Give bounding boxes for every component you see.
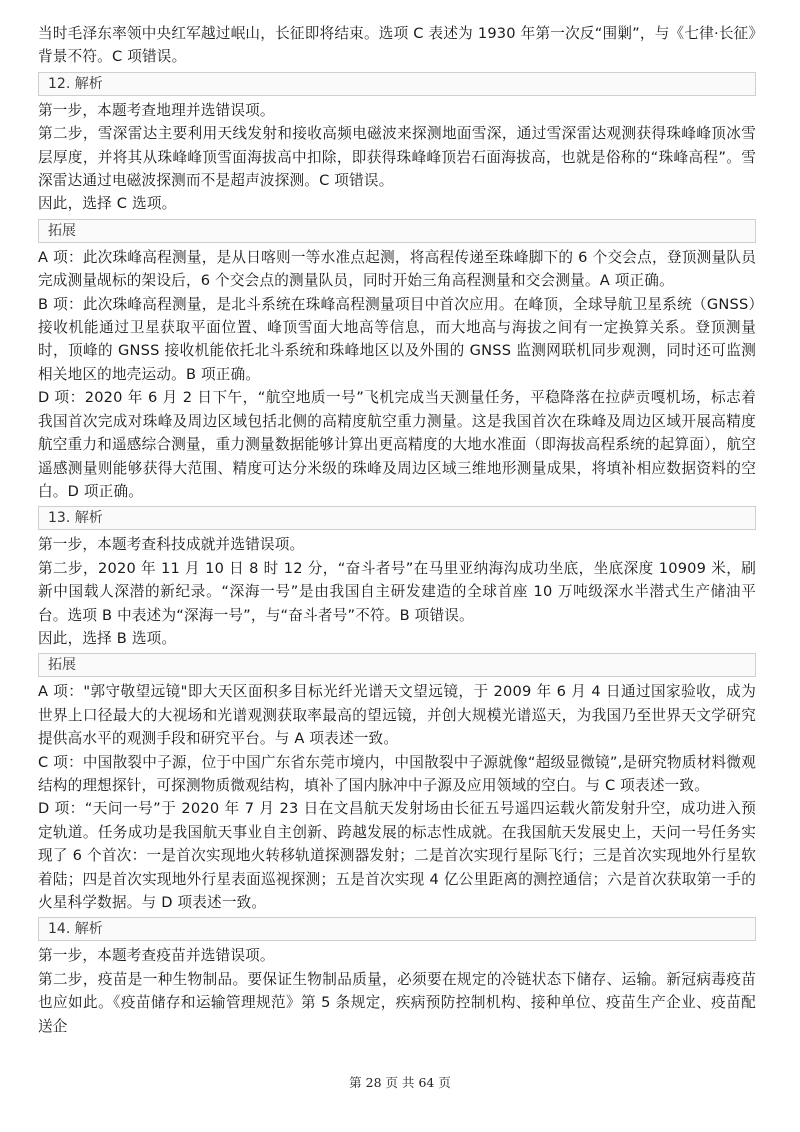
paragraph: 第一步，本题考查疫苗并选错误项。: [38, 947, 275, 965]
paragraph: 因此，选择 C 选项。: [38, 195, 177, 213]
paragraph: 因此，选择 B 选项。: [38, 629, 177, 647]
paragraph: 当时毛泽东率领中央红军越过岷山，长征即将结束。选项 C 表述为 1930 年第一次反“围剿”，与《七律·长征》背景不符。C 项错误。: [38, 25, 756, 66]
section-header-q13: 13. 解析: [38, 506, 756, 530]
document-body: [38, 22, 756, 1038]
paragraph: 第二步，疫苗是一种生物制品。要保证生物制品质量，必须要在规定的冷链状态下储存、运输。新冠病毒疫苗也应如此。《疫苗储存和运输管理规范》第 5 条规定，疾病预防控制机构、接种单位、疫苗生产企业、疫苗配送企: [38, 970, 756, 1035]
paragraph: 第二步，雪深雷达主要利用天线发射和接收高频电磁波来探测地面雪深，通过雪深雷达观测获得珠峰峰顶冰雪层厚度，并将其从珠峰峰顶雪面海拔高中扣除，即获得珠峰峰顶岩石面海拔高，也就是俗称的“珠峰高程”。雪深雷达通过电磁波探测而不是超声波探测。C 项错误。: [38, 125, 756, 190]
section-header-q14: 14. 解析: [38, 917, 756, 941]
section-header-extension: 拓展: [38, 219, 756, 243]
paragraph: D 项：“天问一号”于 2020 年 7 月 23 日在文昌航天发射场由长征五号遥四运载火箭发射升空，成功进入预定轨道。任务成功是我国航天事业自主创新、跨越发展的标志性成就。在我国航天发展史上，天问一号任务实现了 6 个首次：一是首次实现地火转移轨道探测器发射；二是首次实现行星际飞行；三是首次实现地外行星软着陆；四是首次实现地外行星表面巡视探测；五是首次实现 4 亿公里距离的测控通信；六是首次获取第一手的火星科学数据。与 D 项表述一致。: [38, 800, 756, 911]
page-footer: 第 28 页 共 64 页: [349, 1075, 451, 1090]
paragraph: D 项：2020 年 6 月 2 日下午，“航空地质一号”飞机完成当天测量任务，平稳降落在拉萨贡嘎机场，标志着我国首次完成对珠峰及周边区域包括北侧的高精度航空重力测量。这是我国首次在珠峰及周边区域开展高精度航空重力和遥感综合测量，重力测量数据能够计算出更高精度的大地水准面（即海拔高程系统的起算面），航空遥感测量则能够获得大范围、精度可达分米级的珠峰及周边区域三维地形测量成果，将填补相应数据资料的空白。D 项正确。: [38, 389, 756, 500]
paragraph: 第二步，2020 年 11 月 10 日 8 时 12 分，“奋斗者号”在马里亚纳海沟成功坐底，坐底深度 10909 米，刷新中国载人深潜的新纪录。“深海一号”是由我国自主研发建造的全球首座 10 万吨级深水半潜式生产储油平台。选项 B 中表述为“深海一号”，与“奋斗者号”不符。B 项错误。: [38, 559, 756, 624]
paragraph: 第一步，本题考查科技成就并选错误项。: [38, 536, 305, 554]
paragraph: C 项：中国散裂中子源，位于中国广东省东莞市境内，中国散裂中子源就像“超级显微镜”,是研究物质材料微观结构的理想探针，可探测物质微观结构，填补了国内脉冲中子源及应用领域的空白。与 C 项表述一致。: [38, 753, 756, 794]
section-header-extension: 拓展: [38, 653, 756, 677]
paragraph: B 项：此次珠峰高程测量，是北斗系统在珠峰高程测量项目中首次应用。在峰顶，全球导航卫星系统（GNSS）接收机能通过卫星获取平面位置、峰顶雪面大地高等信息，而大地高与海拔之间有一定换算关系。登顶测量时，顶峰的 GNSS 接收机能依托北斗系统和珠峰地区以及外围的 GNSS 监测网联机同步观测，同时还可监测相关地区的地壳运动。B 项正确。: [38, 295, 756, 383]
paragraph: A 项："郭守敬望远镜"即大天区面积多目标光纤光谱天文望远镜，于 2009 年 6 月 4 日通过国家验收，成为世界上口径最大的大视场和光谱观测获取率最高的望远镜，并创大规模光谱巡天，为我国乃至世界天文学研究提供高水平的观测手段和研究平台。与 A 项表述一致。: [38, 683, 756, 748]
section-header-q12: 12. 解析: [38, 72, 756, 96]
paragraph: 第一步，本题考查地理并选错误项。: [38, 101, 275, 119]
paragraph: A 项：此次珠峰高程测量，是从日喀则一等水准点起测，将高程传递至珠峰脚下的 6 个交会点，登顶测量队员完成测量觇标的架设后，6 个交会点的测量队员，同时开始三角高程测量和交会测量。A 项正确。: [38, 248, 756, 290]
